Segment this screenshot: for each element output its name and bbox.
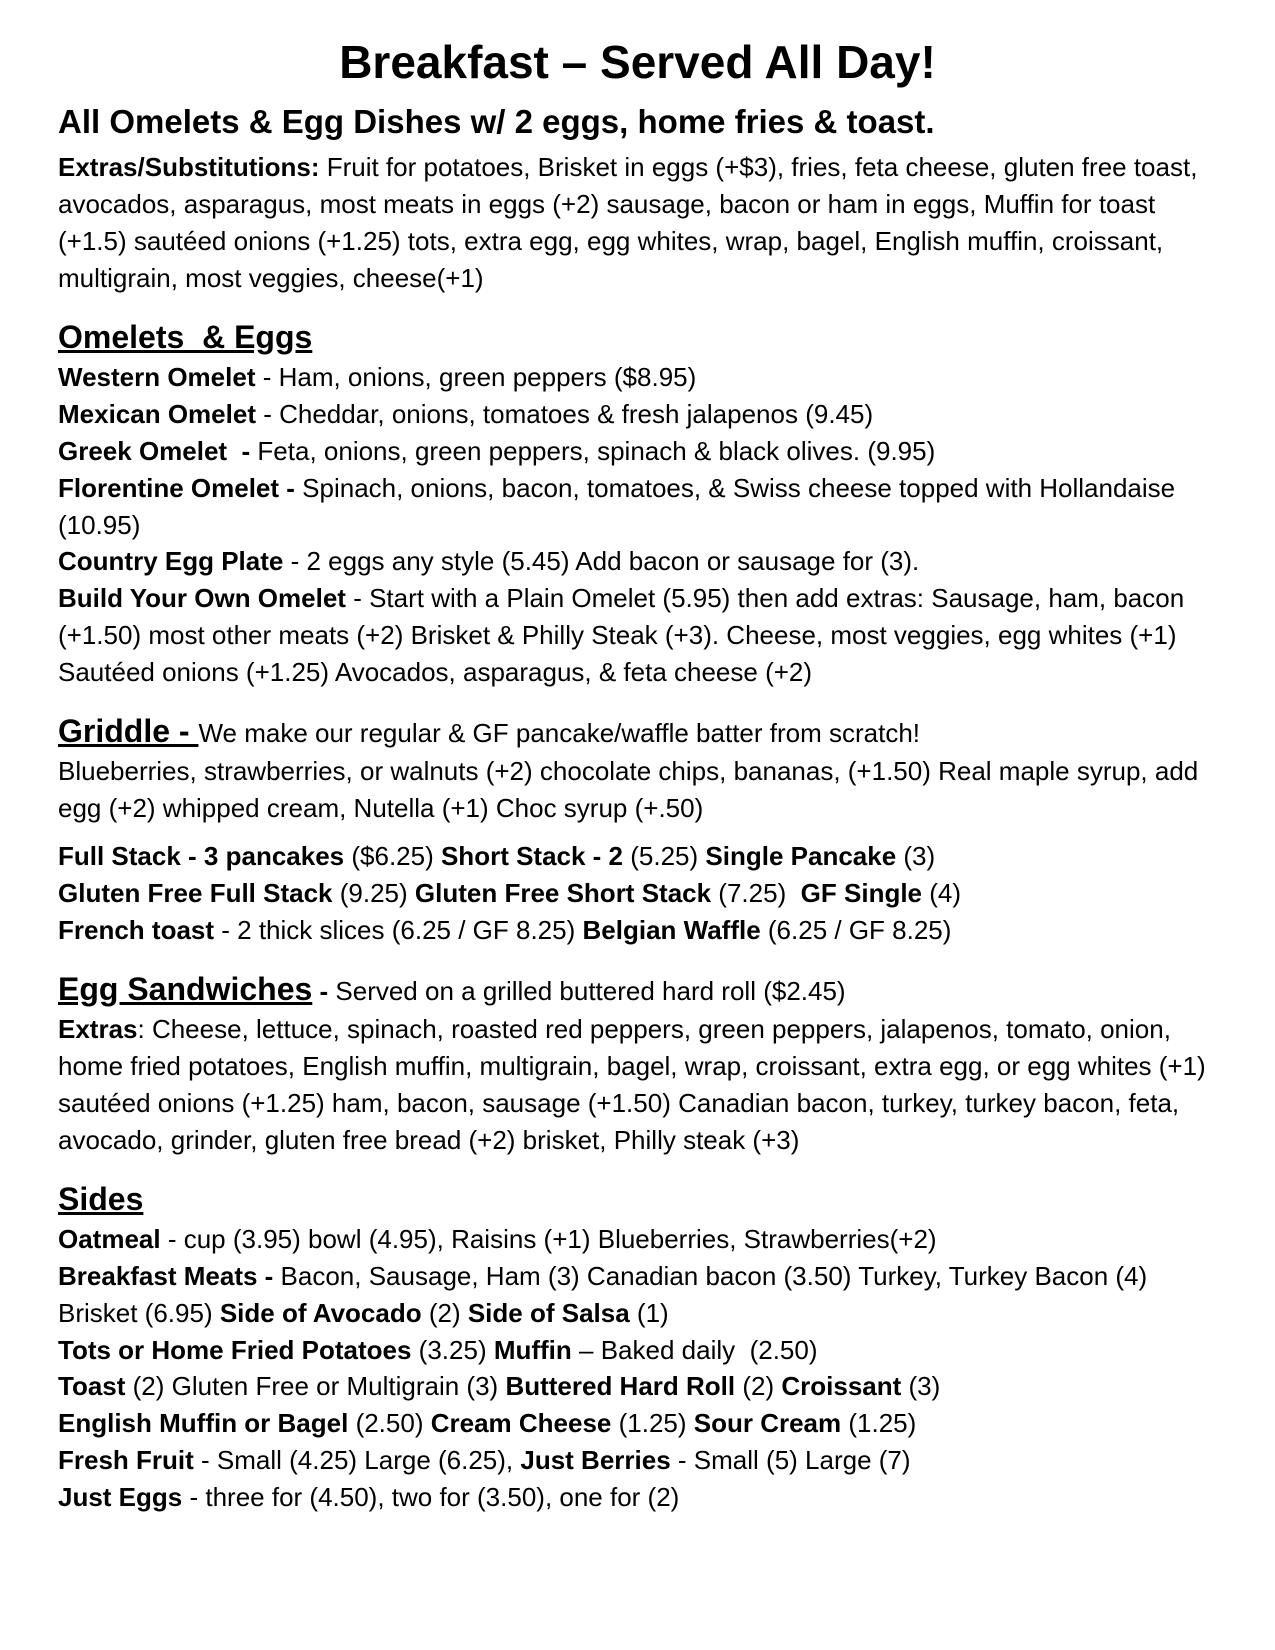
regular-text: We make our regular & GF pancake/waffle batter from scratch! <box>198 718 921 749</box>
bold-text: Just Eggs <box>58 1482 183 1513</box>
section-extras-substitutions <box>58 149 1217 297</box>
page-subtitle: All Omelets & Egg Dishes w/ 2 eggs, home fries & toast. <box>58 102 935 140</box>
bold-text: Mexican Omelet <box>58 398 256 429</box>
regular-text: - 2 thick slices (6.25 / GF 8.25) <box>214 914 583 945</box>
regular-text: Spinach, onions, bacon, tomatoes, & Swiss cheese topped with Hollandaise (10.95) <box>58 472 1183 540</box>
bold-text: Cream Cheese <box>430 1408 612 1439</box>
bold-text: - <box>312 975 336 1006</box>
section-heading-text: Egg Sandwiches <box>58 970 313 1007</box>
bold-text: Buttered Hard Roll <box>505 1371 736 1402</box>
bold-text: Build Your Own Omelet <box>58 583 346 614</box>
egg-sandwich-extras-note <box>58 1011 1217 1159</box>
regular-text: ($6.25) <box>344 841 441 872</box>
regular-text: – Baked daily (2.50) <box>571 1334 818 1365</box>
regular-text: (3.25) <box>411 1334 494 1365</box>
regular-text: (5.25) <box>623 841 706 872</box>
section-heading-text: Omelets & Eggs <box>58 318 313 355</box>
regular-text: - Ham, onions, green peppers ($8.95) <box>255 361 697 392</box>
bold-text: Extras <box>58 1014 138 1045</box>
regular-text: (7.25) <box>711 878 801 909</box>
menu-item-build-your-own-omelet <box>58 580 1217 691</box>
menu-sections <box>58 149 1217 1516</box>
section-egg-sandwiches <box>58 968 1217 1159</box>
regular-text: Fruit for potatoes, Brisket in eggs (+$3), fries, feta cheese, gluten free toast, avocados, asparagus, most meats in eggs (+2) sausage, bacon or ham in eggs, Muffin for toast (+1.5) sautéed onions (+1.25) tots, extra egg, egg whites, wrap, bagel, English muffin, croissant, multigrain, most veggies, cheese(+1) <box>58 152 1205 293</box>
bold-text: Oatmeal <box>58 1223 161 1254</box>
menu-item-western-omelet <box>58 359 1217 396</box>
regular-text: : Cheese, lettuce, spinach, roasted red peppers, green peppers, jalapenos, tomato, onion, home fried potatoes, English muffin, multigrain, bagel, wrap, croissant, extra egg, or egg whites (+1) sautéed onions (+1.25) ham, bacon, sausage (+1.50) Canadian bacon, turkey, turkey bacon, feta, avocado, grinder, gluten free bread (+2) brisket, Philly steak (+3) <box>58 1014 1213 1155</box>
regular-text: - Cheddar, onions, tomatoes & fresh jalapenos (9.45) <box>255 398 874 429</box>
section-heading-sides <box>58 1178 1217 1221</box>
menu-item-pancake-stacks <box>58 838 1217 875</box>
bold-text: Greek Omelet - <box>58 435 258 466</box>
section-heading-omelets-eggs <box>58 316 1217 359</box>
regular-text: - Small (5) Large (7) <box>670 1445 911 1476</box>
bold-text: Single Pancake <box>705 841 897 872</box>
section-heading-griddle <box>58 710 1217 753</box>
section-griddle <box>58 710 1217 949</box>
section-sides <box>58 1178 1217 1516</box>
menu-item-english-muffin-bagel <box>58 1405 1217 1442</box>
regular-text: - cup (3.95) bowl (4.95), Raisins (+1) Blueberries, Strawberries(+2) <box>160 1223 937 1254</box>
bold-text: Just Berries <box>520 1445 671 1476</box>
menu-item-country-egg-plate <box>58 543 1217 580</box>
menu-item-oatmeal <box>58 1221 1217 1258</box>
regular-text: (1) <box>629 1297 669 1328</box>
bold-text: Extras/Substitutions: <box>58 152 327 183</box>
extras-substitutions-note <box>58 149 1217 297</box>
bold-text: Belgian Waffle <box>582 914 761 945</box>
bold-text: Muffin <box>493 1334 572 1365</box>
regular-text: Blueberries, strawberries, or walnuts (+2) chocolate chips, bananas, (+1.50) Real maple syrup, add egg (+2) whipped cream, Nutella (+1) Choc syrup (+.50) <box>58 756 1206 824</box>
bold-text: Florentine Omelet - <box>58 472 303 503</box>
bold-text: Country Egg Plate <box>58 546 284 577</box>
menu-item-breakfast-meats <box>58 1258 1217 1332</box>
bold-text: Tots or Home Fried Potatoes <box>58 1334 412 1365</box>
menu-item-fresh-fruit <box>58 1442 1217 1479</box>
regular-text: Feta, onions, green peppers, spinach & black olives. (9.95) <box>257 435 936 466</box>
bold-text: Gluten Free Short Stack <box>414 878 712 909</box>
regular-text: (2.50) <box>348 1408 431 1439</box>
regular-text: - 2 eggs any style (5.45) Add bacon or sausage for (3). <box>283 546 920 577</box>
bold-text: French toast <box>58 914 215 945</box>
regular-text: - Small (4.25) Large (6.25), <box>193 1445 521 1476</box>
regular-text: (3) <box>896 841 936 872</box>
regular-text: Served on a grilled buttered hard roll ($2.45) <box>335 975 846 1006</box>
bold-text: Side of Salsa <box>467 1297 630 1328</box>
section-heading-egg-sandwiches <box>58 968 1217 1011</box>
bold-text: GF Single <box>800 878 923 909</box>
regular-text: - three for (4.50), two for (3.50), one for (2) <box>182 1482 680 1513</box>
menu-item-tots-home-fries-muffin <box>58 1332 1217 1369</box>
menu-item-gluten-free-stacks <box>58 875 1217 912</box>
bold-text: Western Omelet <box>58 361 256 392</box>
regular-text: (6.25 / GF 8.25) <box>760 914 952 945</box>
regular-text: - Start with a Plain Omelet (5.95) then add extras: Sausage, ham, bacon (+1.50) most other meats (+2) Brisket & Philly Steak (+3). Cheese, most veggies, egg whites (+1) Sautéed onions (+1.25) Avocados, asparagus, & feta cheese (+2) <box>58 583 1192 688</box>
menu-item-mexican-omelet <box>58 396 1217 433</box>
menu-item-toast-roll-croissant <box>58 1368 1217 1405</box>
menu-item-florentine-omelet <box>58 470 1217 544</box>
regular-text: (3) <box>901 1371 941 1402</box>
bold-text: Gluten Free Full Stack <box>58 878 333 909</box>
bold-text: English Muffin or Bagel <box>58 1408 349 1439</box>
menu-item-greek-omelet <box>58 433 1217 470</box>
menu-item-just-eggs <box>58 1479 1217 1516</box>
regular-text: (1.25) <box>841 1408 917 1439</box>
griddle-addons-note <box>58 753 1217 827</box>
bold-text: Breakfast Meats - <box>58 1260 281 1291</box>
section-heading-text: Sides <box>58 1180 144 1217</box>
section-heading-text: Griddle - <box>58 713 199 750</box>
bold-text: Croissant <box>781 1371 902 1402</box>
bold-text: Full Stack - 3 pancakes <box>58 841 345 872</box>
bold-text: Sour Cream <box>693 1408 842 1439</box>
page-title: Breakfast – Served All Day! <box>339 36 936 88</box>
regular-text: (2) Gluten Free or Multigrain (3) <box>125 1371 506 1402</box>
bold-text: Toast <box>58 1371 126 1402</box>
regular-text: (2) <box>421 1297 468 1328</box>
bold-text: Side of Avocado <box>219 1297 422 1328</box>
regular-text: Bacon, Sausage, Ham (3) Canadian bacon (3.50) Turkey, Turkey Bacon (4) Brisket (6.95) <box>58 1260 1155 1328</box>
regular-text: (2) <box>735 1371 782 1402</box>
regular-text: (4) <box>922 878 962 909</box>
regular-text: (1.25) <box>611 1408 694 1439</box>
section-omelets-eggs <box>58 316 1217 691</box>
regular-text: (9.25) <box>332 878 415 909</box>
menu-item-french-toast-belgian-waffle <box>58 912 1217 949</box>
bold-text: Fresh Fruit <box>58 1445 194 1476</box>
bold-text: Short Stack - 2 <box>440 841 624 872</box>
